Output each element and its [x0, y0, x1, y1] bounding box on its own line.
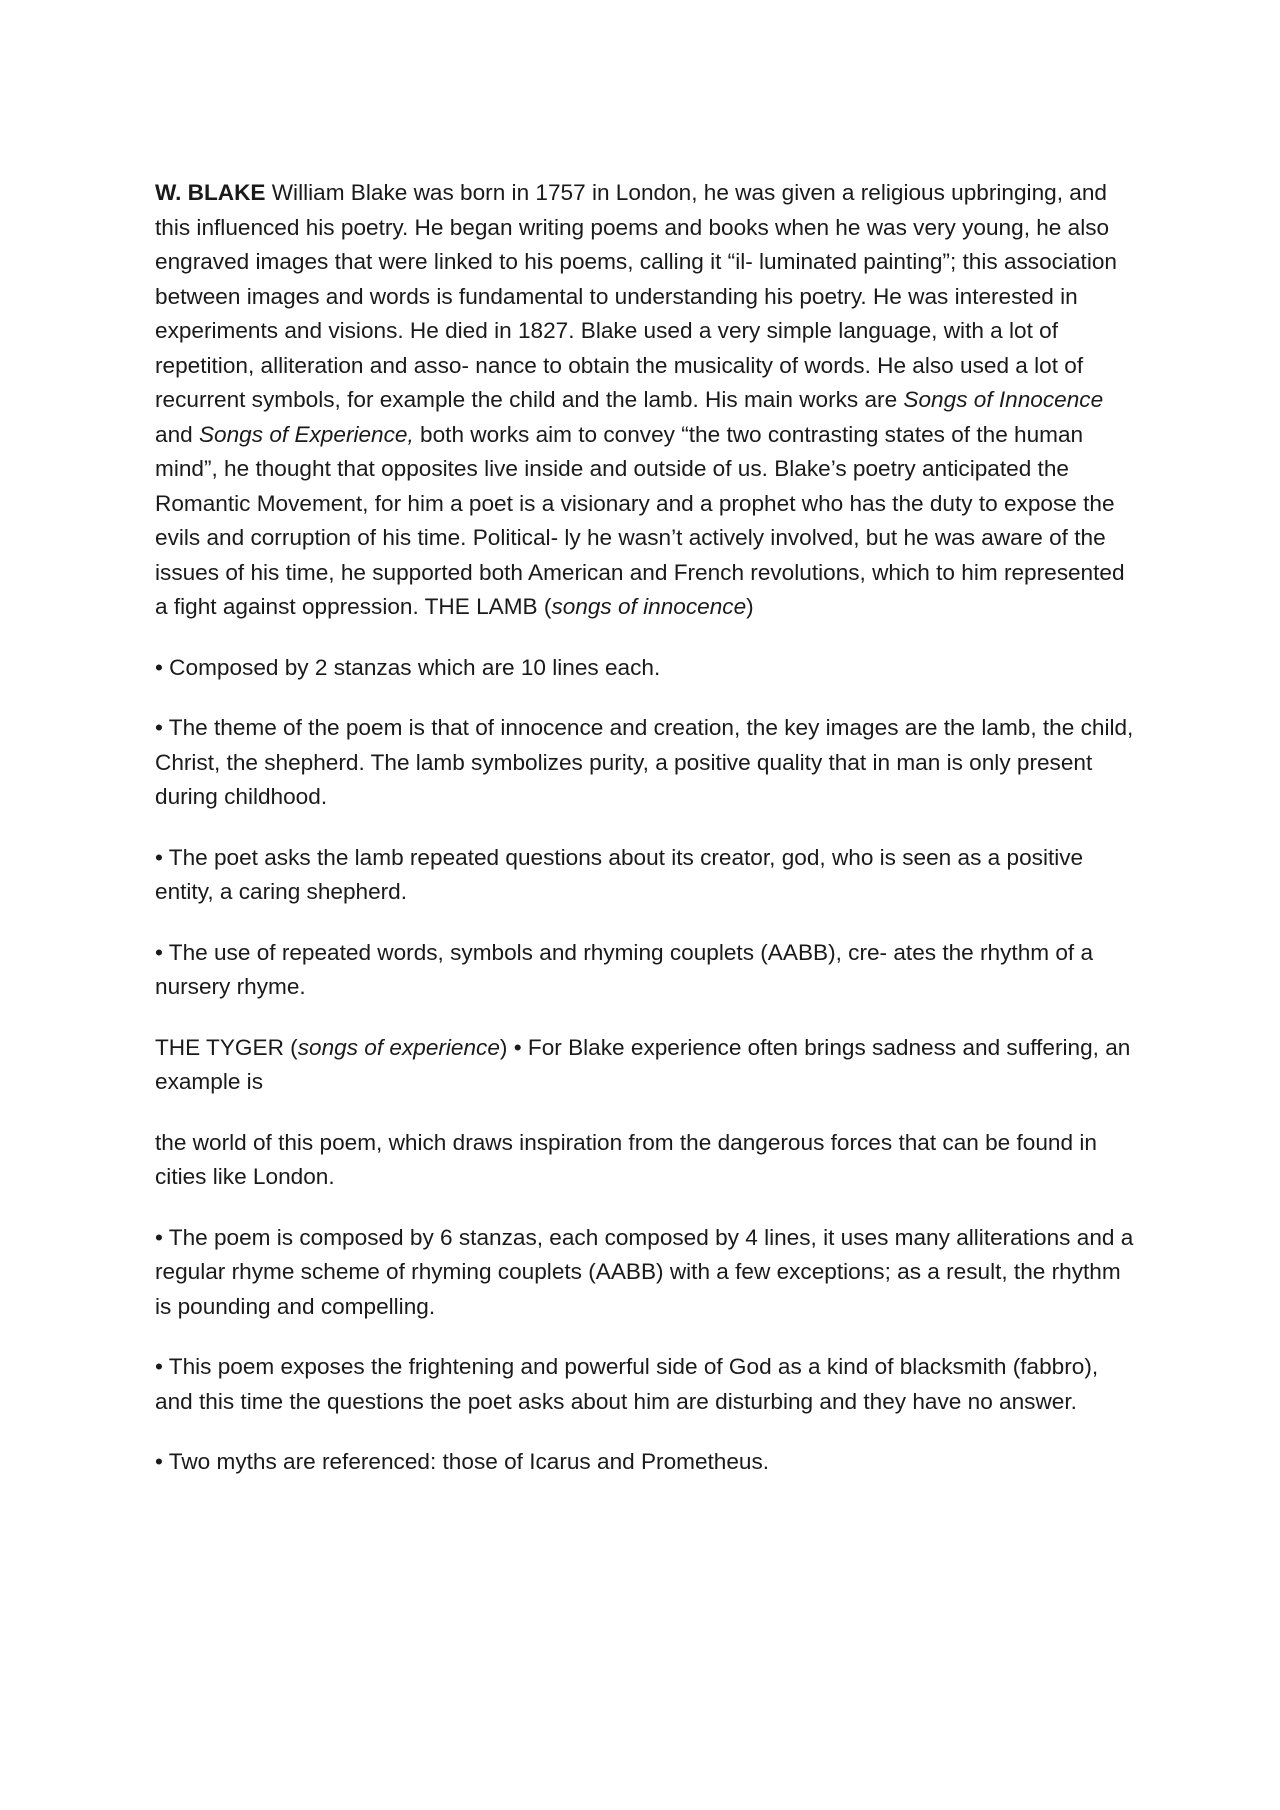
work-title-experience: Songs of Experience, [198, 421, 414, 447]
lamb-point: • The poet asks the lamb repeated questions about its creator, god, who is seen as a positive entity, a caring shepherd. [155, 844, 1084, 904]
lamb-point: • Composed by 2 stanzas which are 10 lines each. [155, 654, 661, 680]
lamb-point: • The theme of the poem is that of innocence and creation, the key images are the lamb, the child, Christ, the shepherd. The lamb symbolizes purity, a positive quality that in man is only present during childhood. [155, 715, 1134, 809]
paren-close: ) [746, 594, 754, 619]
tyger-title: THE TYGER ( [155, 1034, 298, 1060]
intro-text-continued: both works aim to convey “the two contrasting states of the human mind”, he thought that opposites live inside and outside of us. Blake’s poetry anticipated the Romantic Movement, for him a poet is a visionary and a prophet who has the duty to expose the evils and corruption of his time. Political- ly he wasn’t actively involved, but he was aware of the issues of his time, he supported both American and French revolutions, which to him represented a fight against oppression. THE LAMB ( [155, 421, 1125, 619]
intro-paragraph [155, 176, 1140, 625]
tyger-continuation: the world of this poem, which draws inspiration from the dangerous forces that can be found in cities like London. [155, 1129, 1097, 1189]
tyger-heading-paragraph [155, 1031, 1140, 1100]
lamb-point: • The use of repeated words, symbols and rhyming couplets (AABB), cre- ates the rhythm of a nursery rhyme. [155, 939, 1094, 999]
tyger-point: • The poem is composed by 6 stanzas, each composed by 4 lines, it uses many alliterations and a regular rhyme scheme of rhyming couplets (AABB) with a few exceptions; as a result, the rhythm is pounding and compelling. [155, 1224, 1134, 1319]
tyger-point: • This poem exposes the frightening and powerful side of God as a kind of blacksmith (fabbro), and this time the questions the poet asks about him are disturbing and they have no answer. [155, 1354, 1099, 1414]
tyger-subtitle: songs of experience [297, 1034, 500, 1060]
tyger-intro-text: ) • For Blake experience often brings sadness and suffering, an example is [155, 1034, 1131, 1094]
author-heading: W. BLAKE [155, 180, 266, 205]
document-page [155, 176, 1140, 1506]
intro-text: William Blake was born in 1757 in London, he was given a religious upbringing, and this influenced his poetry. He began writing poems and books when he was very young, he also engraved images that were linked to his poems, calling it “il- luminated painting”; this association between images and words is fundamental to understanding his poetry. He was interested in experiments and visions. He died in 1827. Blake used a very simple language, with a lot of repetition, alliteration and asso- nance to obtain the musicality of words. He also used a lot of recurrent symbols, for example the child and the lamb. His main works are [155, 180, 1117, 412]
conjunction: and [155, 421, 199, 447]
work-title-innocence: Songs of Innocence [903, 387, 1104, 412]
lamb-subtitle: songs of innocence [551, 594, 747, 619]
tyger-point: • Two myths are referenced: those of Icarus and Prometheus. [155, 1449, 770, 1474]
